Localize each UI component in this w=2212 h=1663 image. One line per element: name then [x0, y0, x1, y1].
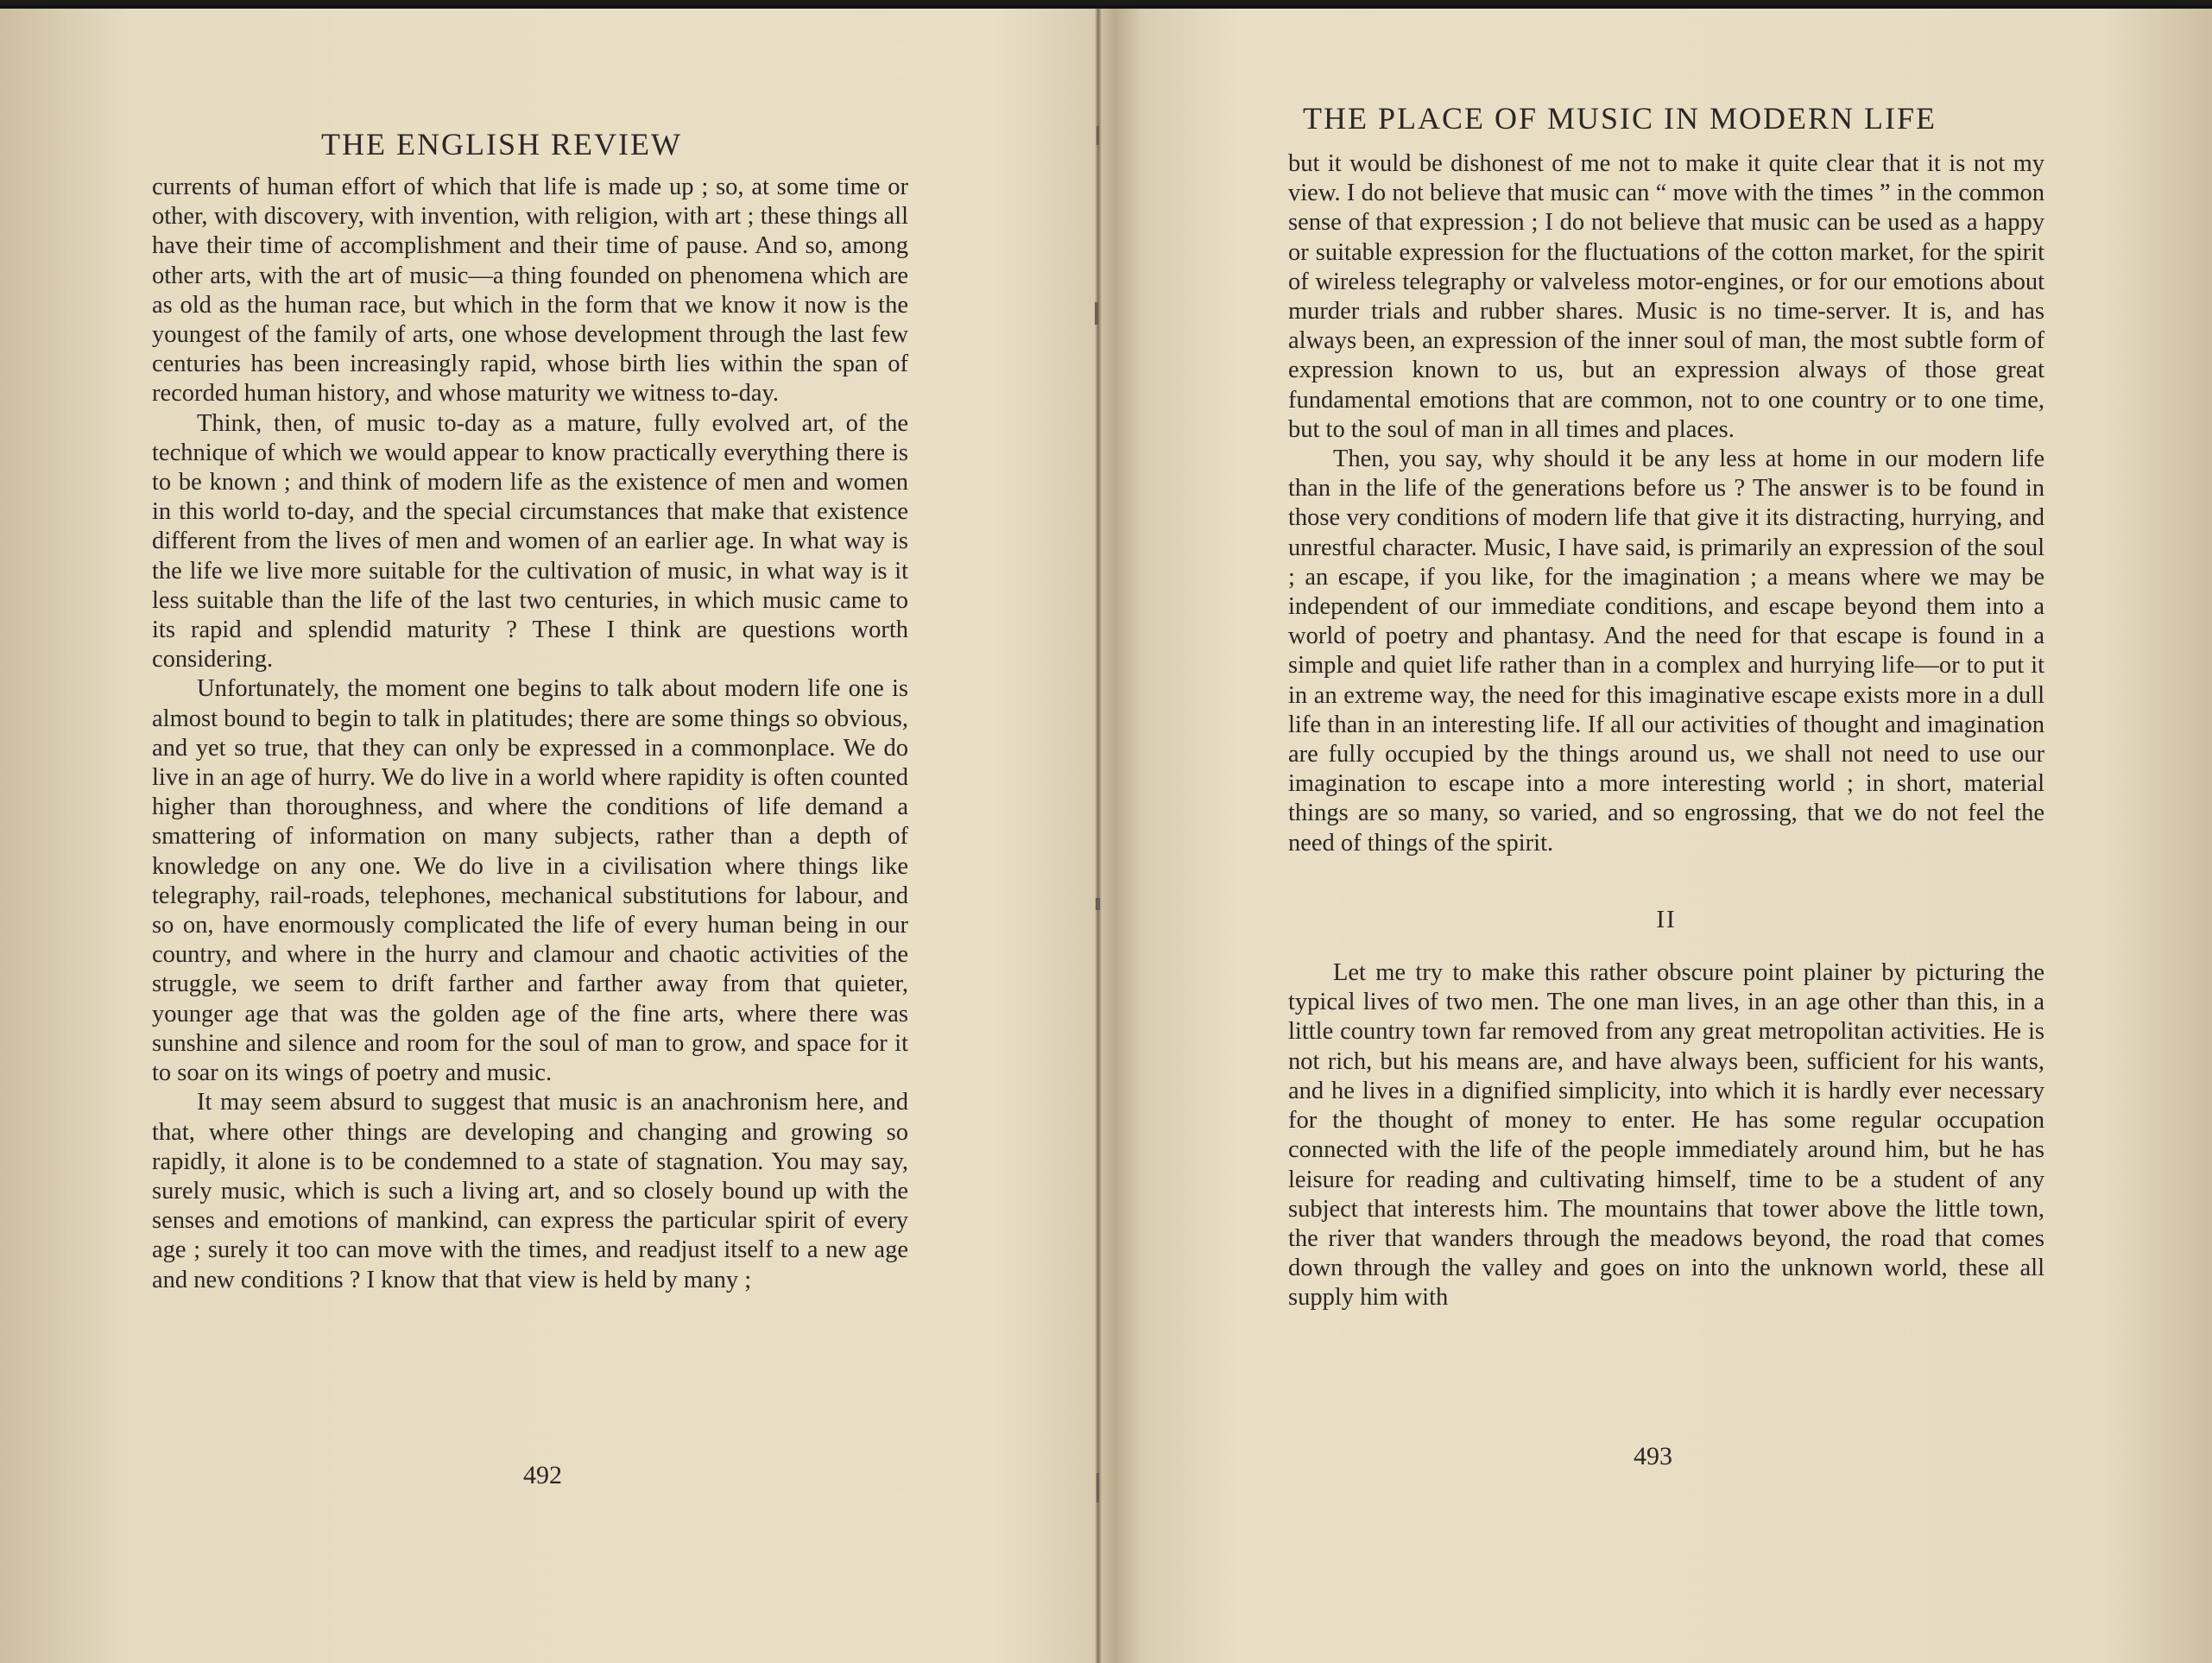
paragraph: Let me try to make this rather obscure point plainer by picturing the typical lives of two men. The one man lives, in an age other than this, in a little country town far removed from any great metropolitan activities. He is not rich, but his means are, and have always been, sufficient for his wants, and he lives in a dignified simplicity, into which it is hardly ever necessary for the thought of money to enter. He has some regular occupation connected with the life of the people immediately around him, but he has leisure for reading and cultivating himself, time to be a student of any subject that interests him. The mountains that tower above the little town, the river that wanders through the meadows beyond, the road that comes down through the valley and goes on into the unknown world, these all supply him with	[1288, 959, 2045, 1312]
paragraph: but it would be dishonest of me not to make it quite clear that it is not my view. I do not believe that music can “ move with the times ” in the common sense of that expression ; I do not believe that music can be used as a happy or suitable expression for the fluctuations of the cotton market, for the spirit of wireless telegraphy or valveless motor-engines, or for our emotions about murder trials and rubber shares. Music is no time-server. It is, and has always been, an expression of the inner soul of man, the most subtle form of expression known to us, but an expression always of those great fundamental emotions that are common, not to one country or to one time, but to the soul of man in all times and places.	[1288, 150, 2045, 443]
paragraph: Then, you say, why should it be any less at home in our modern life than in the life of the generations before us ? The answer is to be found in those very conditions of modern life that give it its distracting, hurrying, and unrestful character. Music, I have said, is primarily an expression of the soul ; an escape, if you like, for the imagination ; a means where we may be independent of our immediate conditions, and escape beyond them into a world of poetry and phantasy. And the need for that escape is found in a simple and quiet life rather than in a complex and hurrying life—or to put it in an extreme way, the need for this imaginative escape exists more in a dull life than in an interesting life. If all our activities of thought and imagination are fully occupied by the things around us, we shall not need to use our imagination to escape into a more interesting world ; in short, material things are so many, so varied, and so engrossing, that we do not feel the need of things of the spirit.	[1288, 446, 2045, 857]
section-heading: II	[1656, 905, 1677, 933]
left-page	[0, 9, 1097, 1663]
binding-thread-mark	[1097, 1473, 1099, 1502]
paragraph: Think, then, of music to-day as a mature, fully evolved art, of the technique of which we would appear to know practically everything there is to be known ; and think of modern life as the existence of men and women in this world to-day, and the special circumstances that make that existence different from the lives of men and women of an earlier age. In what way is the life we live more suitable for the cultivation of music, in what way is it less suitable than the life of the last two centuries, in which music came to its rapid and splendid maturity ? These I think are questions worth considering.	[152, 409, 908, 673]
paragraph: It may seem absurd to suggest that music is an anachronism here, and that, where other things are developing and changing and growing so rapidly, it alone is to be condemned to a state of stagnation. You may say, surely music, which is such a living art, and so closely bound up with the senses and emotions of mankind, can express the particular spirit of every age ; surely it too can move with the times, and readjust itself to a new age and new conditions ? I know that that view is held by many ;	[152, 1089, 908, 1293]
page-number: 492	[523, 1461, 562, 1489]
binding-thread-mark	[1097, 126, 1099, 145]
running-head: THE PLACE OF MUSIC IN MODERN LIFE	[1303, 101, 1937, 136]
paragraph: currents of human effort of which that life is made up ; so, at some time or other, with discovery, with invention, with religion, with art ; these things all have their time of accomplishment and their time of pause. And so, among other arts, with the art of music—a thing founded on phenomena which are as old as the human race, but which in the form that we know it now is the youngest of the family of arts, one whose development through the last few centuries has been increasingly rapid, whose birth lies within the span of recorded human history, and whose maturity we witness to-day.	[152, 174, 908, 408]
page-number: 493	[1634, 1442, 1672, 1470]
book-spread	[0, 5, 2212, 1663]
running-head: THE ENGLISH REVIEW	[321, 127, 682, 161]
body-text	[152, 173, 908, 1295]
body-text	[1288, 149, 2045, 1313]
paragraph: Unfortunately, the moment one begins to talk about modern life one is almost bound to begin to talk in platitudes; there are some things so obvious, and yet so true, that they can only be expressed in a commonplace. We do live in an age of hurry. We do live in a world where rapidity is often counted higher than thoroughness, and where the conditions of life demand a smattering of information on many subjects, rather than a depth of knowledge on any one. We do live in a civilisation where things like telegraphy, rail-roads, telephones, mechanical substitutions for labour, and so on, have enormously complicated the life of every human being in our country, and where in the hurry and clamour and chaotic activities of the struggle, we seem to drift farther and farther away from that quieter, younger age that was the golden age of the fine arts, where there was sunshine and silence and room for the soul of man to grow, and space for it to soar on its wings of poetry and music.	[152, 675, 908, 1087]
right-page	[1102, 9, 2212, 1663]
